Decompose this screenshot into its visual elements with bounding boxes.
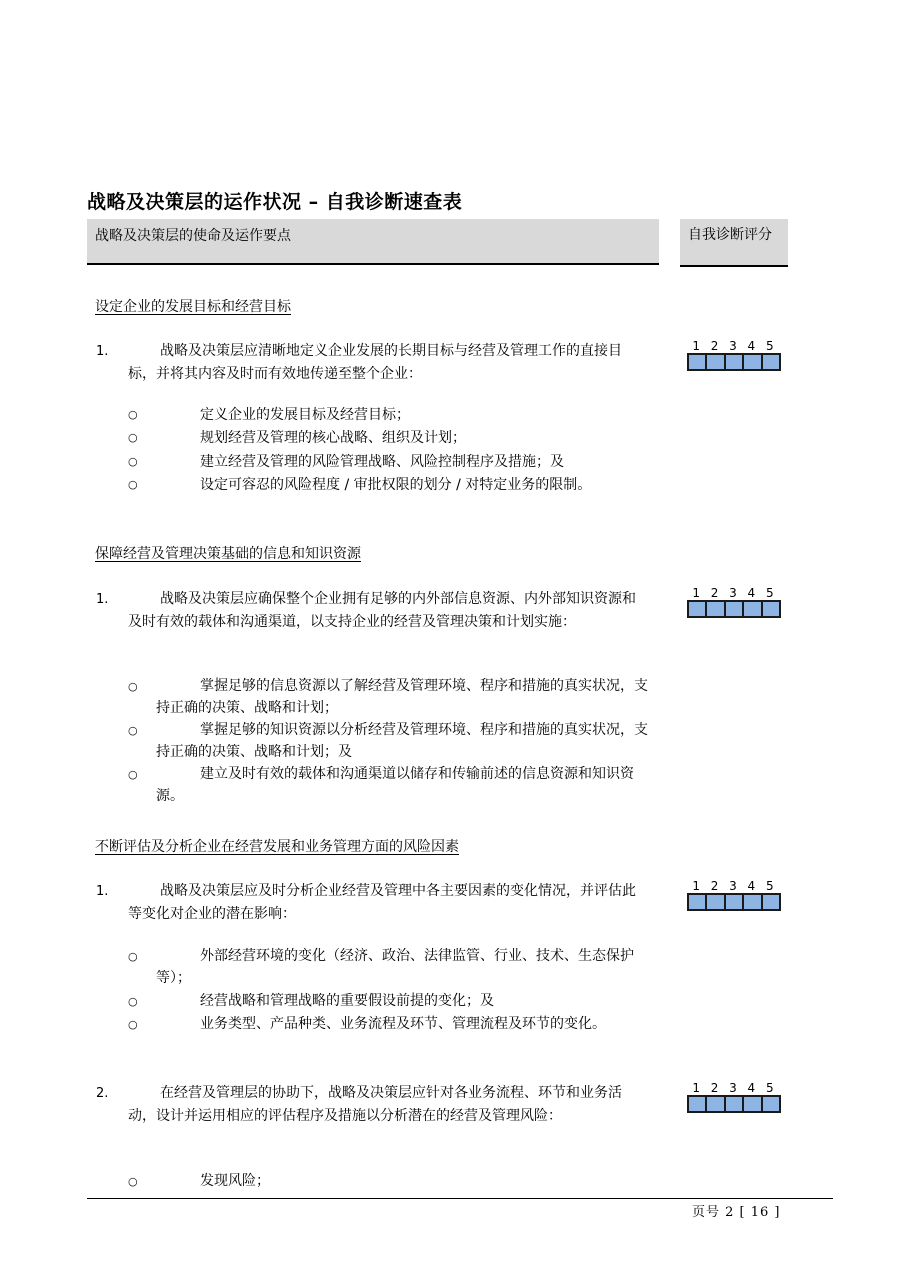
rating-box-3[interactable]: [726, 1097, 744, 1111]
bullet-icon: ○: [128, 950, 138, 963]
bullet-text: 定义企业的发展目标及经营目标；: [200, 407, 410, 423]
section-heading: 设定企业的发展目标和经营目标: [95, 299, 291, 315]
rating-box-2[interactable]: [707, 602, 725, 616]
rating-box-1[interactable]: [689, 895, 707, 909]
bullet-text: 业务类型、产品种类、业务流程及环节、管理流程及环节的变化。: [200, 1016, 606, 1032]
page-number: 页号 2 [ 16 ]: [692, 1205, 781, 1220]
bullet-text: 建立经营及管理的风险管理战略、风险控制程序及措施；及: [200, 454, 564, 470]
bullet-text: 掌握足够的知识资源以分析经营及管理环境、程序和措施的真实状况，支持正确的决策、战略和计划；及: [156, 722, 648, 760]
rating-scale[interactable]: 1 2 3 4 5: [687, 1081, 781, 1113]
rating-box-3[interactable]: [726, 895, 744, 909]
item-text: 战略及决策层应清晰地定义企业发展的长期目标与经营及管理工作的直接目标，并将其内容及时而有效地传递至整个企业：: [128, 343, 622, 382]
rating-box-1[interactable]: [689, 602, 707, 616]
bullet-text: 经营战略和管理战略的重要假设前提的变化；及: [200, 993, 494, 1009]
rating-box-3[interactable]: [726, 355, 744, 369]
rating-box-4[interactable]: [744, 1097, 762, 1111]
rating-box-4[interactable]: [744, 895, 762, 909]
item-number: 1.: [96, 592, 109, 607]
rating-box-3[interactable]: [726, 602, 744, 616]
rating-scale[interactable]: 1 2 3 4 5: [687, 586, 781, 618]
item-number: 1.: [96, 344, 109, 359]
rating-box-5[interactable]: [763, 602, 779, 616]
bullet-icon: ○: [128, 408, 138, 421]
bullet-icon: ○: [128, 478, 138, 491]
item-number: 2.: [96, 1086, 109, 1101]
item-text: 在经营及管理层的协助下，战略及决策层应针对各业务流程、环节和业务活动，设计并运用相应的评估程序及措施以分析潜在的经营及管理风险：: [128, 1085, 622, 1124]
page-title: 战略及决策层的运作状况 – 自我诊断速查表: [87, 191, 463, 213]
rating-scale[interactable]: 1 2 3 4 5: [687, 879, 781, 911]
bullet-text: 规划经营及管理的核心战略、组织及计划；: [200, 430, 466, 446]
header-score-column: [680, 219, 788, 267]
bullet-text: 建立及时有效的载体和沟通渠道以储存和传输前述的信息资源和知识资源。: [156, 766, 634, 804]
section-heading: 保障经营及管理决策基础的信息和知识资源: [95, 546, 361, 562]
rating-scale[interactable]: 1 2 3 4 5: [687, 339, 781, 371]
rating-box-1[interactable]: [689, 355, 707, 369]
bullet-icon: ○: [128, 1018, 138, 1031]
bullet-icon: ○: [128, 1175, 138, 1188]
rating-box-5[interactable]: [763, 895, 779, 909]
header-score-label: 自我诊断评分: [688, 227, 772, 243]
section-heading: 不断评估及分析企业在经营发展和业务管理方面的风险因素: [95, 839, 459, 855]
bullet-icon: ○: [128, 431, 138, 444]
rating-box-1[interactable]: [689, 1097, 707, 1111]
bullet-icon: ○: [128, 995, 138, 1008]
item-text: 战略及决策层应确保整个企业拥有足够的内外部信息资源、内外部知识资源和及时有效的载体和沟通渠道，以支持企业的经营及管理决策和计划实施：: [128, 591, 636, 630]
item-number: 1.: [96, 884, 109, 899]
rating-box-4[interactable]: [744, 355, 762, 369]
rating-box-2[interactable]: [707, 895, 725, 909]
bullet-icon: ○: [128, 724, 138, 737]
bullet-text: 发现风险；: [200, 1173, 270, 1189]
bullet-icon: ○: [128, 768, 138, 781]
bullet-text: 掌握足够的信息资源以了解经营及管理环境、程序和措施的真实状况，支持正确的决策、战略和计划；: [156, 678, 648, 716]
rating-box-5[interactable]: [763, 355, 779, 369]
bullet-icon: ○: [128, 455, 138, 468]
bullet-icon: ○: [128, 680, 138, 693]
item-text: 战略及决策层应及时分析企业经营及管理中各主要因素的变化情况，并评估此等变化对企业的潜在影响：: [128, 883, 636, 922]
header-mission-column: [87, 219, 659, 265]
rating-box-2[interactable]: [707, 1097, 725, 1111]
rating-box-4[interactable]: [744, 602, 762, 616]
footer-divider: [87, 1198, 833, 1199]
header-mission-label: 战略及决策层的使命及运作要点: [95, 228, 291, 244]
bullet-text: 设定可容忍的风险程度 / 审批权限的划分 / 对特定业务的限制。: [200, 477, 592, 493]
rating-box-2[interactable]: [707, 355, 725, 369]
rating-box-5[interactable]: [763, 1097, 779, 1111]
bullet-text: 外部经营环境的变化（经济、政治、法律监管、行业、技术、生态保护等）；: [156, 948, 634, 986]
